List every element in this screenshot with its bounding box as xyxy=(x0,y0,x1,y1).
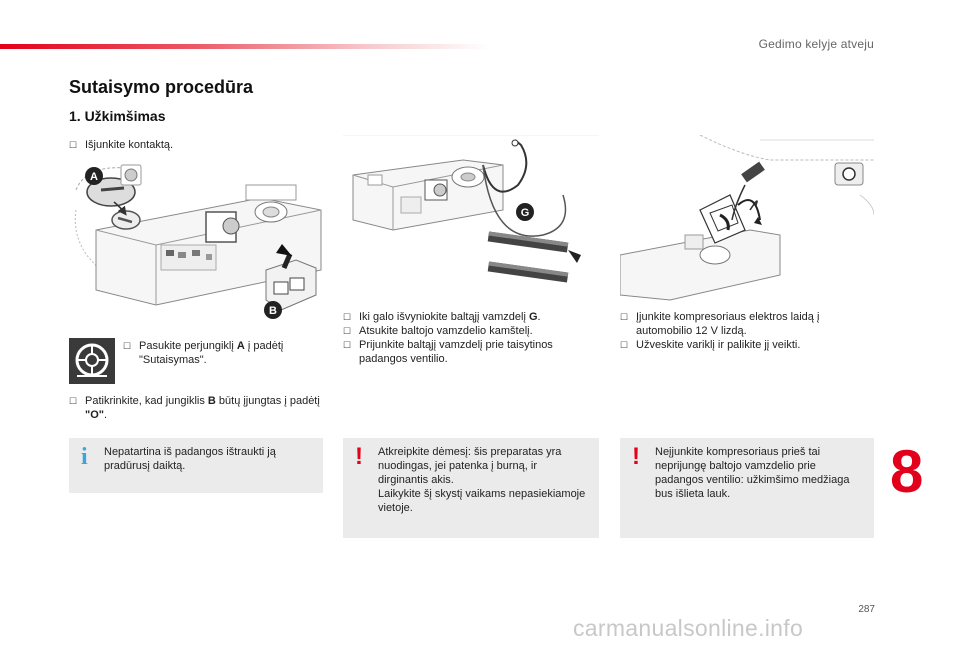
checkbox-bullet-icon: ☐ xyxy=(343,340,352,350)
header-accent-bar xyxy=(0,44,490,49)
compressor-selector-illustration xyxy=(66,160,324,322)
illustration-label-b: B xyxy=(269,305,277,317)
step-unroll-hose: ☐ Iki galo išvyniokite baltąjį vamzdelį G. xyxy=(343,311,541,323)
warning-icon: ! xyxy=(632,443,640,470)
warning-note-toxic: ! Atkreipkite dėmesį: šis preparatas yra nuodingas, jei patenka į burną, ir dirginantis akis. Laikykite šį skystį vaikams nepasiekiamoje vietoje. xyxy=(343,438,599,538)
chapter-title: Gedimo kelyje atveju xyxy=(758,37,874,51)
step-switch-off: ☐ Išjunkite kontaktą. xyxy=(69,139,174,151)
checkbox-bullet-icon: ☐ xyxy=(69,396,78,406)
step-check-switch: ☐ Patikrinkite, kad jungiklis B būtų įjungtas į padėtį "O". xyxy=(69,395,320,421)
step-connect-hose: ☐ Prijunkite baltąjį vamzdelį prie taisytinos padangos ventilio. xyxy=(343,339,553,365)
checkbox-bullet-icon: ☐ xyxy=(620,312,629,322)
checkbox-bullet-icon: ☐ xyxy=(343,312,352,322)
illustration-label-a: A xyxy=(90,171,98,183)
info-note: i Nepatartina iš padangos ištraukti ją pradūrusį daiktą. xyxy=(69,438,323,493)
hose-illustration xyxy=(343,135,599,305)
step-turn-selector: ☐ Pasukite perjungiklį A į padėtį "Sutaisymas". xyxy=(123,340,284,366)
checkbox-bullet-icon: ☐ xyxy=(69,140,78,150)
checkbox-bullet-icon: ☐ xyxy=(123,341,132,351)
step-unscrew-cap: ☐ Atsukite baltojo vamzdelio kamštelį. xyxy=(343,325,533,337)
power-cable-illustration xyxy=(620,135,874,305)
repair-position-icon xyxy=(69,338,115,384)
step-start-engine: ☐ Užveskite variklį ir palikite jį veikti. xyxy=(620,339,801,351)
info-icon: i xyxy=(81,444,88,470)
watermark-text: carmanualsonline.info xyxy=(573,615,804,641)
checkbox-bullet-icon: ☐ xyxy=(620,340,629,350)
checkbox-bullet-icon: ☐ xyxy=(343,326,352,336)
warning-note-compressor: ! Neįjunkite kompresoriaus prieš tai neprijungę baltojo vamzdelio prie padangos ventilio: užkimšimo medžiaga bus išlieta lauk. xyxy=(620,438,874,538)
chapter-number: 8 xyxy=(890,438,924,505)
page-number: 287 xyxy=(858,604,875,615)
step-plug-cable: ☐ Įjunkite kompresoriaus elektros laidą į automobilio 12 V lizdą. xyxy=(620,311,820,337)
section-title: Sutaisymo procedūra xyxy=(69,77,254,97)
illustration-label-g: G xyxy=(520,207,530,219)
warning-icon: ! xyxy=(355,443,363,470)
section-subtitle: 1. Užkimšimas xyxy=(69,108,166,124)
